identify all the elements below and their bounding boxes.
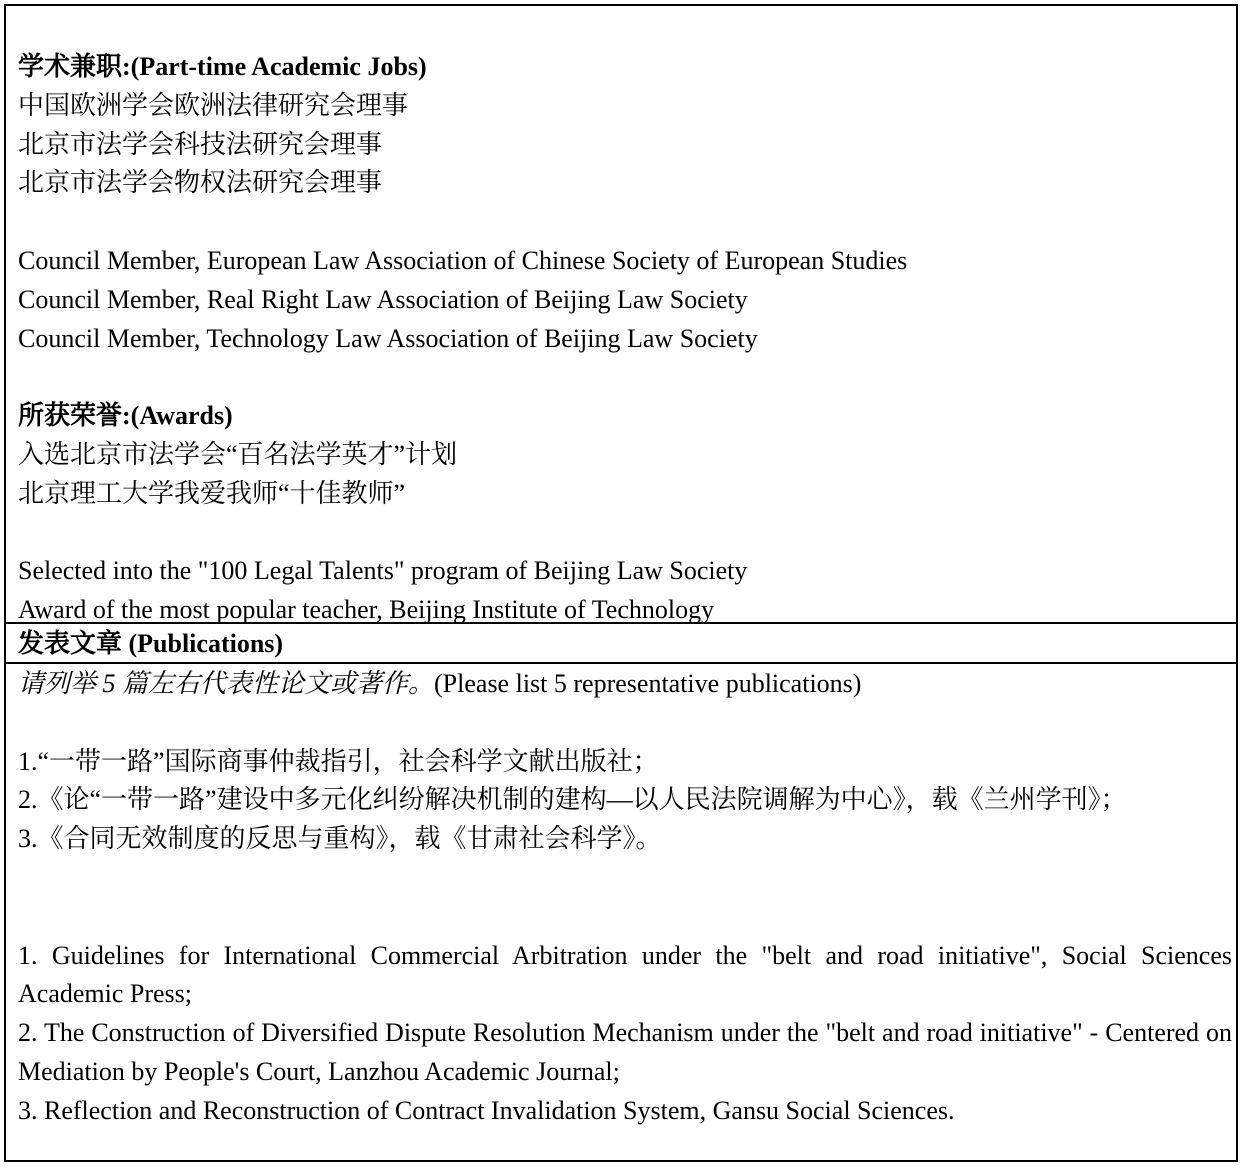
spacer <box>18 203 1232 242</box>
instruction-cn: 请列举 5 篇左右代表性论文或著作。 <box>18 669 435 698</box>
spacer <box>18 859 1232 898</box>
award-cn-item: 北京理工大学我爱我师“十佳教师” <box>18 478 406 508</box>
academic-jobs-heading: 学术兼职:(Part-time Academic Jobs) <box>18 52 427 81</box>
publications-instruction <box>18 665 1232 704</box>
publications-cell <box>18 665 1232 1131</box>
publication-cn-item: 2.《论“一带一路”建设中多元化纠纷解决机制的建构—以人民法院调解为中心》，载《兰州学刊》； <box>18 785 1127 815</box>
spacer <box>18 514 1232 553</box>
publication-cn-item: 3.《合同无效制度的反思与重构》，载《甘肃社会科学》。 <box>18 824 662 854</box>
awards-heading: 所获荣誉:(Awards) <box>18 401 233 431</box>
publication-en-item: 3. Reflection and Reconstruction of Contract Invalidation System, Gansu Social Sciences. <box>18 1095 955 1125</box>
award-cn-item: 入选北京市法学会“百名法学英才”计划 <box>18 439 458 469</box>
academic-job-en-item: Council Member, Technology Law Association of Beijing Law Society <box>18 323 758 353</box>
academic-job-en-item: Council Member, Real Right Law Association of Beijing Law Society <box>18 284 748 314</box>
spacer <box>18 358 1232 397</box>
academic-job-cn-item: 北京市法学会物权法研究会理事 <box>18 168 383 198</box>
table-row-divider <box>4 622 1238 624</box>
instruction-en: (Please list 5 representative publications) <box>434 669 862 698</box>
publication-en-item: 1. Guidelines for International Commercial Arbitration under the "belt and road initiative", Social Sciences Academic Press; <box>18 940 1232 1009</box>
academic-job-en-item: Council Member, European Law Association of Chinese Society of European Studies <box>18 245 908 275</box>
academic-job-cn-item: 中国欧洲学会欧洲法律研究会理事 <box>18 90 409 120</box>
publication-cn-item: 1.“一带一路”国际商事仲裁指引，社会科学文献出版社； <box>18 746 659 776</box>
award-en-item: Award of the most popular teacher, Beijing Institute of Technology <box>18 595 715 625</box>
spacer <box>18 898 1232 937</box>
profile-cell <box>18 48 1232 630</box>
publications-header-cell <box>18 625 1232 663</box>
publications-heading: 发表文章 (Publications) <box>18 629 284 658</box>
award-en-item: Selected into the "100 Legal Talents" program of Beijing Law Society <box>18 556 748 586</box>
academic-job-cn-item: 北京市法学会科技法研究会理事 <box>18 129 383 159</box>
spacer <box>18 704 1232 743</box>
publication-en-item: 2. The Construction of Diversified Dispute Resolution Mechanism under the "belt and road initiative" - Centered on Mediation by People's Court, Lanzhou Academic Journal; <box>18 1018 1232 1086</box>
